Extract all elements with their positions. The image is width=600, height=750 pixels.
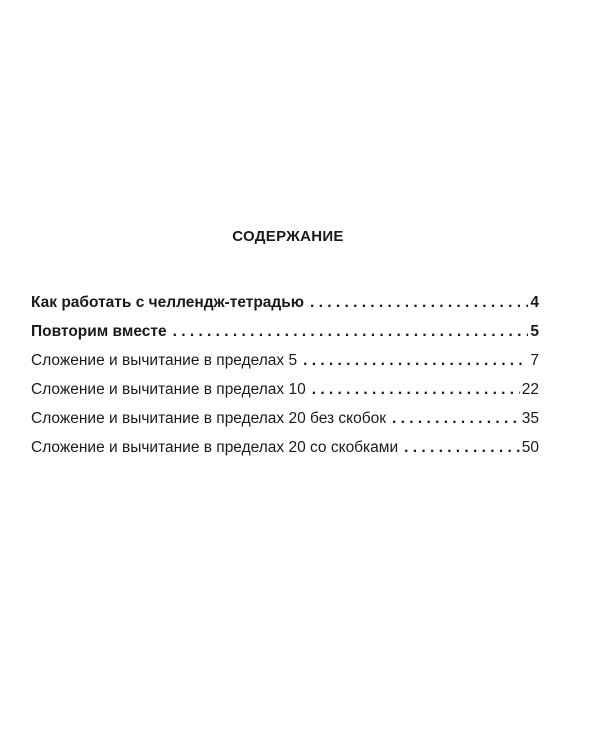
dot-leader (392, 410, 520, 428)
toc-entry-page-number: 35 (521, 410, 539, 427)
toc-entry-label: Сложение и вычитание в пределах 20 без скобок (31, 410, 387, 427)
toc-entry-page-number: 5 (530, 323, 539, 340)
toc-entry (31, 294, 539, 323)
toc-entry-label: Как работать с челлендж-тетрадью (31, 294, 305, 311)
toc-entry-label: Сложение и вычитание в пределах 20 со скобками (31, 439, 399, 456)
toc-entry (31, 323, 539, 352)
toc-entry-page-number: 7 (530, 352, 539, 369)
toc-entry (31, 352, 539, 381)
toc-title: СОДЕРЖАНИЕ (232, 228, 344, 245)
toc-entry-label: Сложение и вычитание в пределах 10 (31, 381, 306, 398)
toc-entry-label: Сложение и вычитание в пределах 5 (31, 352, 298, 369)
table-of-contents (31, 294, 539, 468)
toc-entry-page-number: 4 (530, 294, 539, 311)
toc-entry-label: Повторим вместе (31, 323, 167, 340)
dot-leader (404, 439, 520, 457)
toc-entry (31, 381, 539, 410)
toc-entry (31, 410, 539, 439)
toc-entry-page-number: 22 (521, 381, 539, 398)
toc-entry (31, 439, 539, 468)
dot-leader (173, 323, 529, 341)
dot-leader (303, 352, 528, 370)
toc-entry-page-number: 50 (521, 439, 539, 456)
dot-leader (312, 381, 520, 399)
dot-leader (310, 294, 528, 312)
